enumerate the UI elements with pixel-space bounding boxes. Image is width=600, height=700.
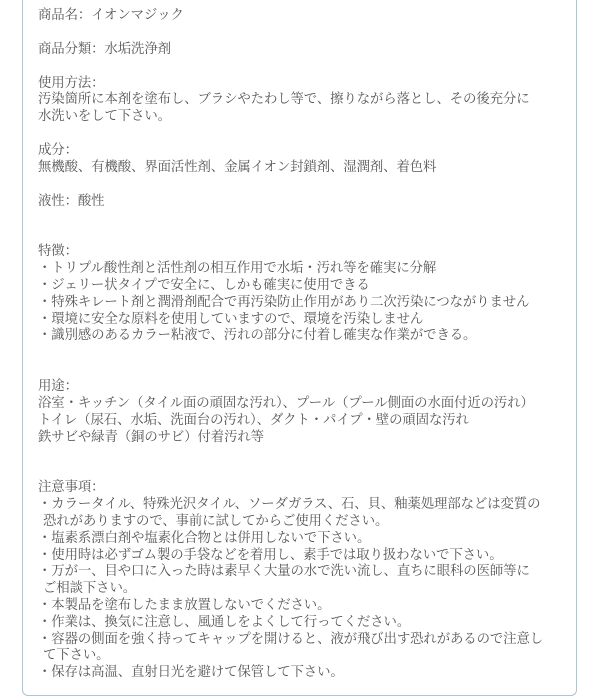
application-line: トイレ（尿石、水垢、洗面台の汚れ）、ダクト・パイプ・壁の頑固な汚れ (38, 412, 469, 428)
caution-line: ・万が一、目や口に入った時は素早く大量の水で洗い流し、直ちに眼科の医師等に (38, 564, 530, 580)
feature-item: ・トリプル酸性剤と活性剤の相互作用で水垢・汚れ等を確実に分解 (38, 261, 437, 277)
cautions-heading: 注意事項： (38, 480, 105, 496)
caution-line: ・保存は高温、直射日光を避けて保管して下さい。 (38, 665, 344, 681)
caution-line: ・本製品を塗布したまま放置しないでください。 (38, 597, 331, 613)
caution-line: ・塩素系漂白剤や塩素化合物とは併用しないで下さい。 (38, 530, 371, 546)
liquid-property: 液性：酸性 (38, 193, 105, 209)
ingredients-text: 無機酸、有機酸、界面活性剤、金属イオン封鎖剤、湿潤剤、着色料 (38, 159, 437, 175)
applications-heading: 用途： (38, 379, 78, 395)
caution-line: ・使用時は必ずゴム製の手袋などを着用し、素手では取り扱わないで下さい。 (38, 547, 503, 563)
product-info-card (22, 0, 577, 696)
application-line: 浴室・キッチン（タイル面の頑固な汚れ）、プール（プール側面の水面付近の汚れ） (38, 395, 534, 411)
product-info-content (38, 8, 573, 682)
caution-line-continued: て下さい。 (43, 648, 110, 664)
caution-line: ・容器の側面を強く持ってキャップを開けると、液が飛び出す恐れがあるので注意し (38, 631, 544, 647)
feature-item: ・識別感のあるカラー粘液で、汚れの部分に付着し確実な作業ができる。 (38, 328, 477, 344)
application-line: 鉄サビや緑青（銅のサビ）付着汚れ等 (38, 429, 264, 445)
caution-line-continued: ご相談下さい。 (43, 581, 137, 597)
caution-line-continued: 恐れがありますので、事前に試してからご使用ください。 (43, 513, 389, 529)
ingredients-heading: 成分： (38, 142, 78, 158)
usage-heading: 使用方法： (38, 75, 105, 91)
usage-line: 汚染箇所に本剤を塗布し、ブラシやたわし等で、擦りながら落とし、その後充分に (38, 92, 530, 108)
feature-item: ・ジェリー状タイプで安全に、しかも確実に使用できる (38, 277, 370, 293)
caution-line: ・作業は、換気に注意し、風通しをよくして行ってください。 (38, 614, 411, 630)
features-heading: 特徴： (38, 244, 78, 260)
usage-line: 水洗いをして下さい。 (38, 109, 171, 125)
product-category: 商品分類：水垢洗浄剤 (38, 41, 171, 57)
feature-item: ・環境に安全な原料を使用していますので、環境を汚染しません (38, 311, 424, 327)
caution-line: ・カラータイル、特殊光沢タイル、ソーダガラス、石、貝、釉薬処理部などは変質の (38, 497, 541, 513)
product-name: 商品名：イオンマジック (38, 8, 184, 23)
feature-item: ・特殊キレート剤と潤滑剤配合で再汚染防止作用があり二次汚染につながりません (38, 294, 530, 310)
